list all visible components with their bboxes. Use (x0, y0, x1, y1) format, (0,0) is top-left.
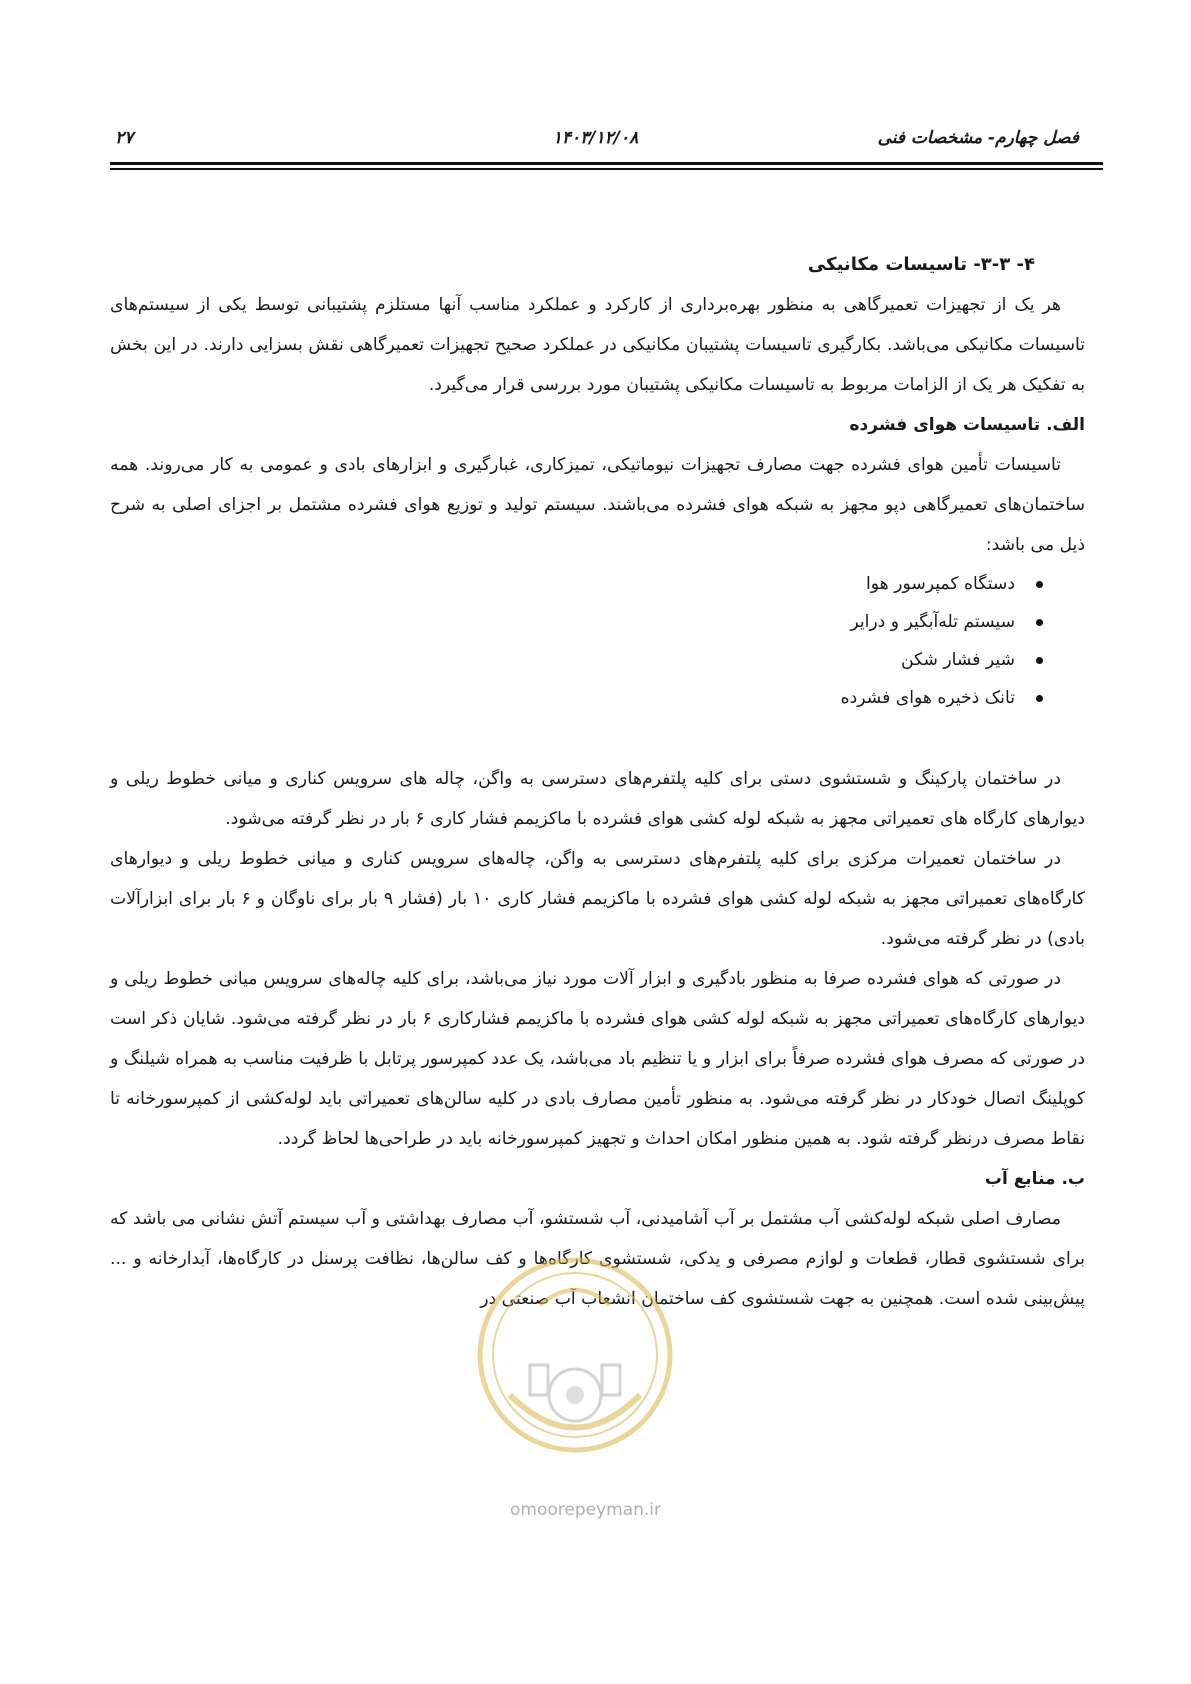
page-number: ۲۷ (115, 128, 134, 148)
header-rule-thick (110, 162, 1103, 165)
list-item-text: تانک ذخیره هوای فشرده (840, 688, 1015, 708)
bullet-icon (1036, 581, 1043, 588)
bullet-icon (1036, 619, 1043, 626)
components-list (110, 565, 1085, 717)
list-item-text: دستگاه کمپرسور هوا (866, 574, 1015, 594)
bullet-icon (1036, 695, 1043, 702)
list-item (110, 603, 1085, 641)
central-repair-paragraph: در ساختمان تعمیرات مرکزی برای کلیه پلتفرم‌های دسترسی به واگن، چاله‌های سرویس کناری و میانی خطوط ریلی و دیوارهای کارگاه‌های تعمیراتی مجهز به شبکه لوله کشی هوای فشرده با ماکزیمم فشار کاری ۱۰ بار (فشار ۹ بار برای ناوگان و ۶ بار برای ابزارآلات بادی) در نظر گرفته می‌شود. (110, 849, 1085, 949)
header-rule-thin (110, 168, 1103, 170)
list-item (110, 565, 1085, 603)
chapter-title: فصل چهارم- مشخصات فنی (877, 128, 1079, 148)
section-heading: ۴- ۳-۳- تاسیسات مکانیکی (807, 254, 1035, 275)
header-date: ۱۴۰۳/۱۲/۰۸ (552, 128, 639, 148)
list-item-text: شیر فشار شکن (900, 650, 1015, 670)
spacer (110, 717, 1085, 759)
list-item-text: سیستم تله‌آبگیر و درایر (850, 612, 1015, 632)
list-item (110, 641, 1085, 679)
bullet-icon (1036, 657, 1043, 664)
document-body (110, 245, 1085, 1319)
section-intro: هر یک از تجهیزات تعمیرگاهی به منظور بهره‌برداری از کارکرد و عملکرد مناسب آنها مستلزم پشتیبانی توسط یکی از سیستم‌های تاسیسات مکانیکی می‌باشد. بکارگیری تاسیسات پشتیبان مکانیکی در عملکرد صحیح تجهیزات تعمیرگاهی نقش بسزایی دارند. در این بخش به تفکیک هر یک از الزامات مربوط به تاسیسات مکانیکی پشتیبان مورد بررسی قرار می‌گیرد. (110, 295, 1085, 395)
watermark-url: omoorepeyman.ir (510, 1500, 662, 1520)
parking-building-paragraph: در ساختمان پارکینگ و شستشوی دستی برای کلیه پلتفرم‌های دسترسی به واگن، چاله های سرویس کناری و میانی خطوط ریلی و دیوارهای کارگاه های تعمیراتی مجهز به شبکه لوله کشی هوای فشرده با ماکزیمم فشار کاری ۶ بار در نظر گرفته می‌شود. (110, 769, 1085, 829)
water-paragraph: مصارف اصلی شبکه لوله‌کشی آب مشتمل بر آب آشامیدنی، آب شستشو، آب مصارف بهداشتی و آب سیستم آتش نشانی می باشد که برای شستشوی قطار، قطعات و لوازم مصرفی و یدکی، شستشوی کارگاه‌ها و کف سالن‌ها، نظافت پرسنل در کارگاه‌ها، آبدارخانه و ... پیش‌بینی شده است. همچنین به جهت شستشوی کف ساختمان انشعاب آب صنعتی در (110, 1209, 1085, 1309)
compressed-air-paragraph: تاسیسات تأمین هوای فشرده جهت مصارف تجهیزات نیوماتیکی، تمیزکاری، غبارگیری و ابزارهای بادی و عمومی به کار می‌روند. همه ساختمان‌های تعمیرگاهی دپو مجهز به شبکه هوای فشرده می‌باشند. سیستم تولید و توزیع هوای فشرده مشتمل بر اجزای اصلی به شرح ذیل می باشد: (110, 455, 1085, 555)
list-item (110, 679, 1085, 717)
portable-compressor-paragraph: در صورتی که هوای فشرده صرفا به منظور بادگیری و ابزار آلات مورد نیاز می‌باشد، برای کلیه چاله‌های سرویس میانی خطوط ریلی و دیوارهای کارگاه‌های تعمیراتی مجهز به شبکه لوله کشی هوای فشرده با ماکزیمم فشارکاری ۶ بار در نظر گرفته می‌شود. شایان ذکر است در صورتی که مصرف هوای فشرده صرفاً برای ابزار و یا تنظیم باد می‌باشد، یک عدد کمپرسور پرتابل با ظرفیت مناسب به همراه شیلنگ و کوپلینگ اتصال خودکار در نظر گرفته می‌شود. به منظور تأمین مصارف بادی در کلیه سالن‌های تعمیراتی باید لوله‌کشی از کمپرسورخانه تا نقاط مصرف درنظر گرفته شود. به همین منظور امکان احداث و تجهیز کمپرسورخانه باید در طراحی‌ها لحاظ گردد. (110, 969, 1086, 1149)
subsection-heading-compressed-air: الف. تاسیسات هوای فشرده (849, 415, 1085, 435)
subsection-heading-water: ب. منابع آب (984, 1169, 1085, 1189)
